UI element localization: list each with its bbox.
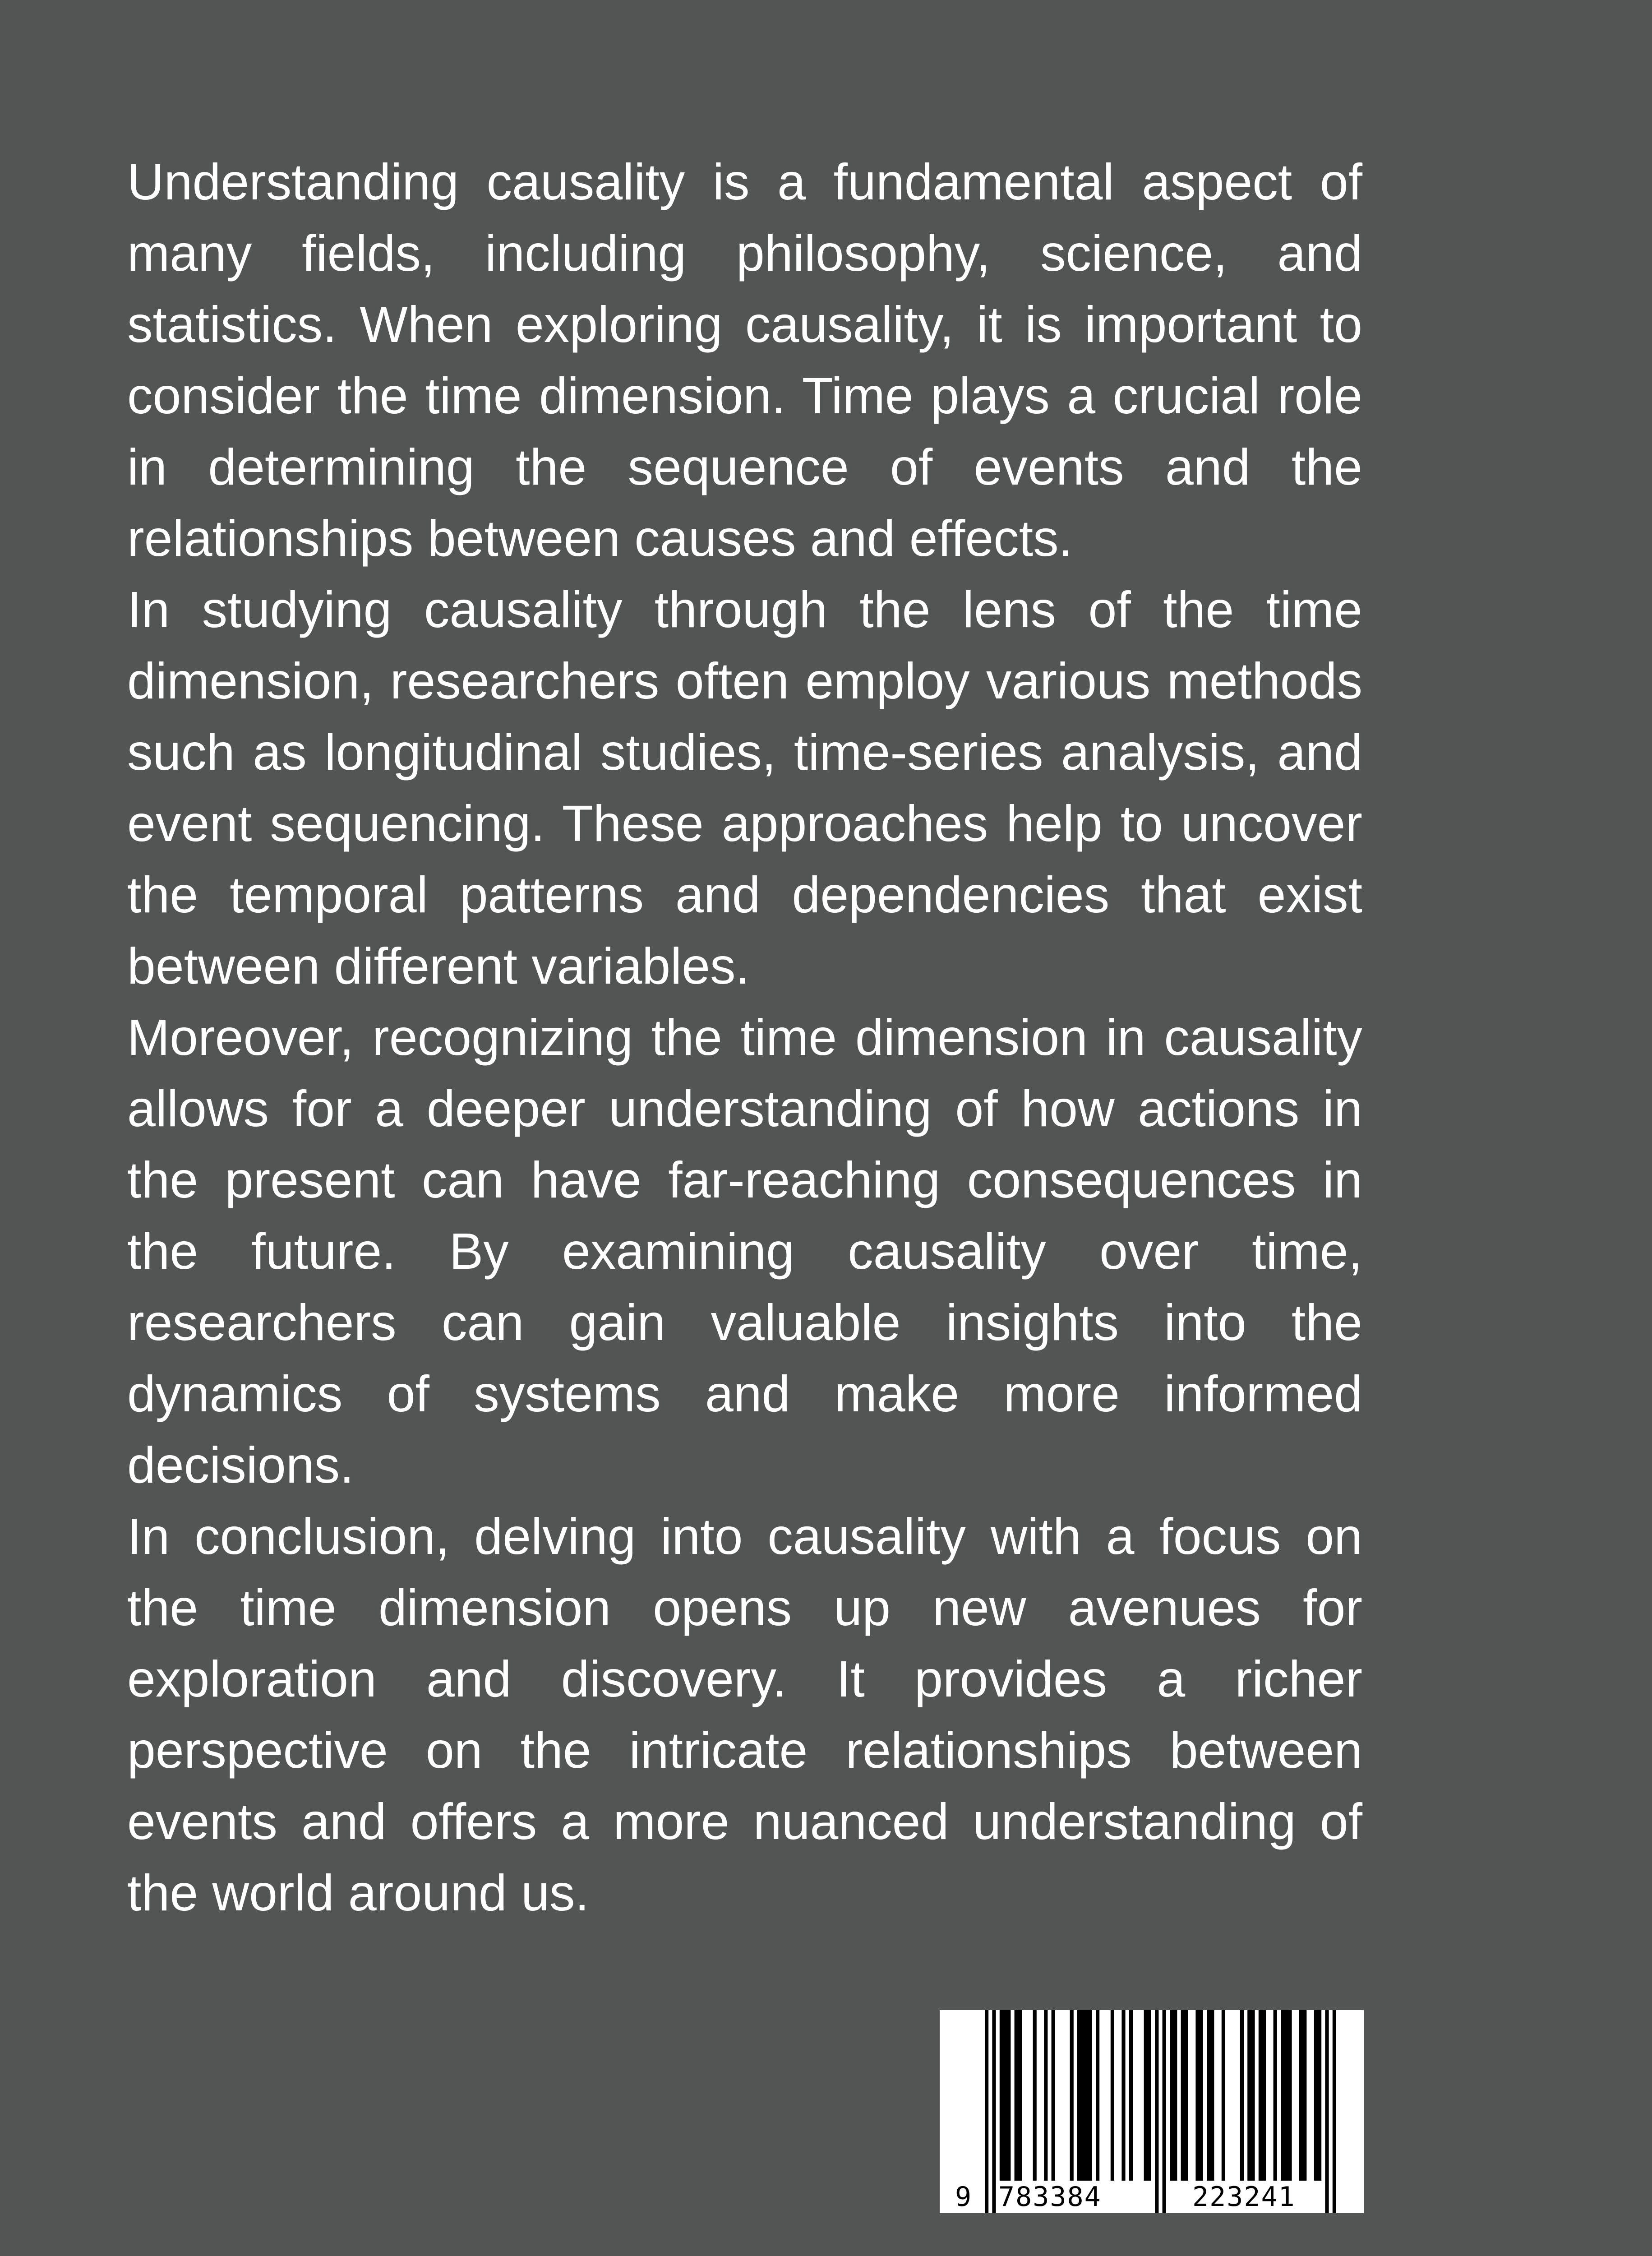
barcode-bar — [1129, 2010, 1133, 2181]
barcode-bar — [1077, 2010, 1092, 2181]
barcode-guard-bar — [1325, 2010, 1329, 2213]
barcode-right-digits: 223241 — [1192, 2181, 1296, 2213]
isbn-barcode — [940, 2010, 1364, 2213]
barcode-bar — [1121, 2010, 1125, 2181]
blurb-paragraph-4: In conclusion, delving into causality with a focus on the time dimension opens up new avenues for exploration and discovery. It provides a richer perspective on the intricate relationships between events and offers a more nuanced understanding of the world around us. — [127, 1508, 1362, 1921]
blurb-paragraph-2: In studying causality through the lens of the time dimension, researchers often employ various methods such as longitudinal studies, time-series analysis, and event sequencing. These approaches help to uncover the temporal patterns and dependencies that exist between different variables. — [127, 581, 1362, 994]
barcode-bar — [1044, 2010, 1047, 2181]
barcode-bar — [1070, 2010, 1074, 2181]
barcode-bar — [1259, 2010, 1266, 2181]
barcode-bar — [1170, 2010, 1177, 2181]
barcode-guard-bar — [1163, 2010, 1166, 2213]
barcode-bar — [1111, 2010, 1114, 2181]
barcode-bar — [1144, 2010, 1151, 2181]
barcode-bar — [1052, 2010, 1055, 2181]
barcode-bar — [1222, 2010, 1225, 2181]
barcode-first-digit: 9 — [955, 2181, 973, 2213]
barcode-bar — [1247, 2010, 1255, 2181]
barcode-bar — [1033, 2010, 1037, 2181]
barcode-bar — [1274, 2010, 1277, 2181]
barcode-bar — [1240, 2010, 1244, 2181]
barcode-bar — [1207, 2010, 1214, 2181]
barcode-guard-bar — [992, 2010, 996, 2213]
barcode-guard-bar — [1333, 2010, 1336, 2213]
barcode-bar — [1015, 2010, 1022, 2181]
barcode-bar — [1096, 2010, 1099, 2181]
barcode-bar — [1299, 2010, 1306, 2181]
blurb-paragraph-1: Understanding causality is a fundamental aspect of many fields, including philosophy, science, and statistics. When exploring causality, it is important to consider the time dimension. Time plays a crucial role in determining the sequence of events and the relationships between causes and effects. — [127, 153, 1362, 567]
barcode-bar — [1195, 2010, 1203, 2181]
barcode-guard-bar — [985, 2010, 988, 2213]
barcode-bar — [1000, 2010, 1011, 2181]
barcode-bar — [1281, 2010, 1292, 2181]
barcode-bar — [1181, 2010, 1188, 2181]
barcode-bar — [1314, 2010, 1321, 2181]
blurb-paragraph-3: Moreover, recognizing the time dimension in causality allows for a deeper understanding of how actions in the present can have far-reaching consequences in the future. By examining causality over time, researchers can gain valuable insights into the dynamics of systems and make more informed decisions. — [127, 1009, 1362, 1493]
barcode-guard-bar — [1155, 2010, 1158, 2213]
barcode-left-digits: 783384 — [998, 2181, 1102, 2213]
back-cover-blurb — [127, 146, 1362, 1928]
